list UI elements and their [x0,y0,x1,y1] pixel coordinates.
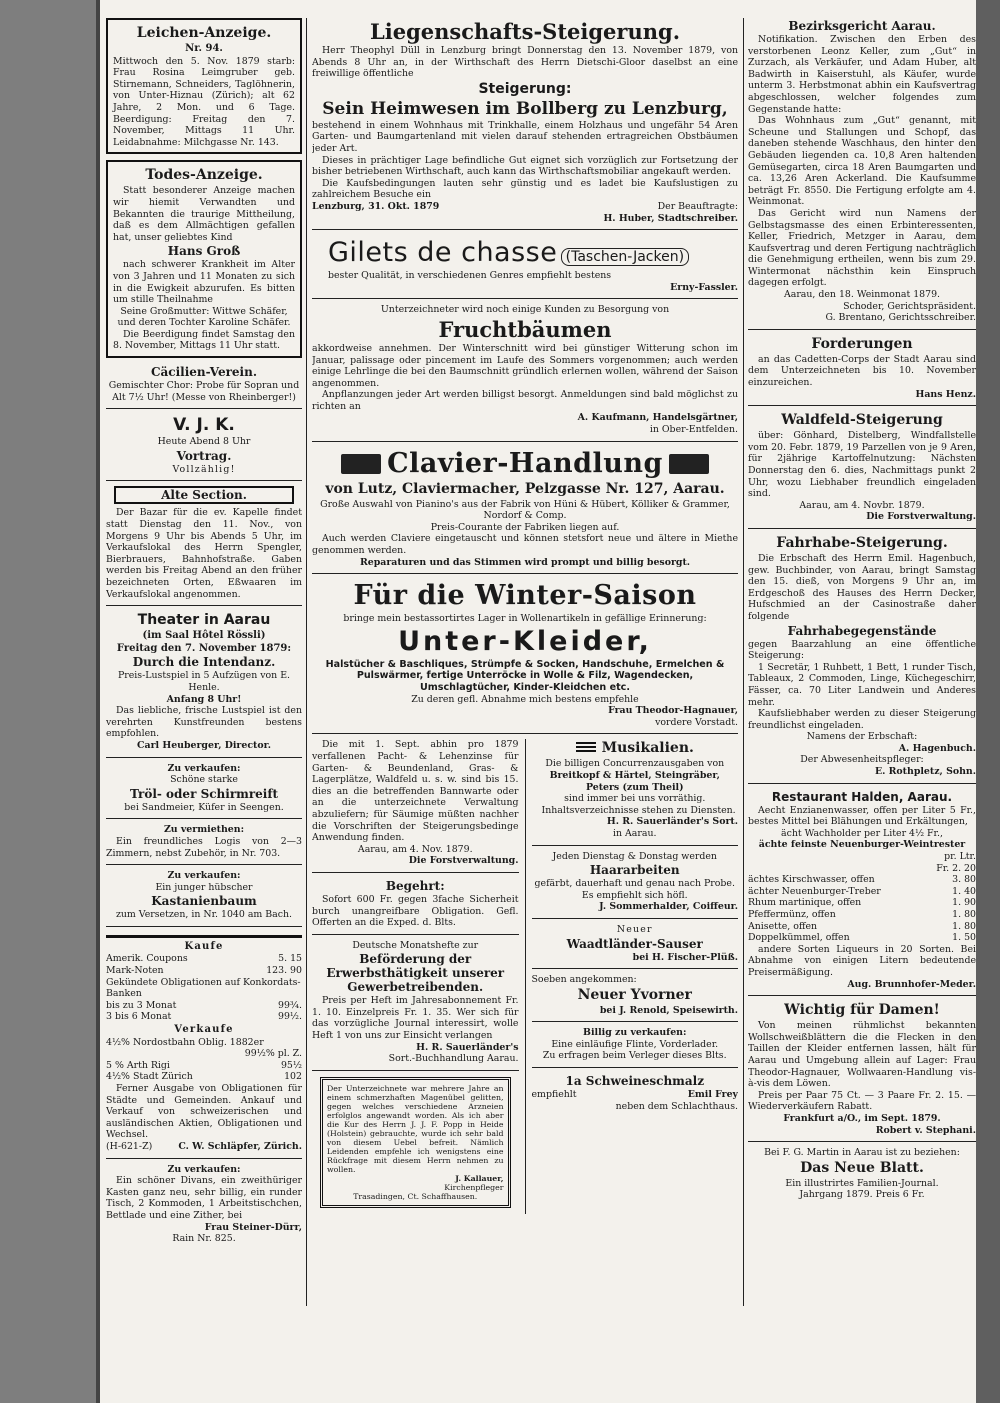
clavier-body: Große Auswahl von Pianino's aus der Fabrik von Hüni & Hübert, Kölliker & Grammer, Nordorf & Comp. [320,498,730,522]
divan-body: Ein schöner Divans, ein zweithüriger Kasten ganz neu, sehr billig, ein runder Tisch, 2 Kommoden, 1 Arbeitstischchen, Bettlade und eine Zither, bei [106,1175,302,1221]
table-row [106,953,302,965]
forder-body: an das Cadetten-Corps der Stadt Aarau sind dem Unterzeichneten bis 10. November einzureichen. [748,353,976,389]
todes-anzeige [106,160,302,358]
bezirk-body: Das Gericht wird nun Namens der Gelbstagsmasse des einen Erbinteressenten, Keller, Friedrich, Metzger in Aarau, dem Kaufsvertrag und deren Fertigung nachträglich die Genehmigung ertheilen, wenn bis zum 29. Wintermonat nächsthin kein Einspruch dagegen erfolgt. [748,207,976,289]
row-label: Rhum martinique, offen [748,897,862,909]
middle-subcolumns [312,739,738,1213]
row-value: 95½ [280,1059,302,1071]
blatt-intro: Bei F. G. Martin in Aarau ist zu beziehen: [764,1147,960,1159]
damen-body: Preis per Paar 75 Ct. — 3 Paare Fr. 2. 15. — Wiederverkäufern Rabatt. [748,1089,976,1113]
fruchtbaeume-ad [312,304,738,441]
todes-body: nach schwerer Krankheit im Alter von 3 Jahren und 11 Monaten zu sich in die Ewigkeit abzurufen. Es bitten um stille Theilnahme [113,259,295,306]
gilets-sig: Erny-Fassler. [670,281,738,293]
row-label: Mark-Noten [106,965,164,977]
vjk-vollzaehlig: Vollzählig! [172,463,236,475]
liegen-place: Lenzburg, 31. Okt. 1879 [312,200,440,212]
haar-intro: Jeden Dienstag & Donstag werden [552,850,717,862]
gilets-body: bester Qualität, in verschiedenen Genres empfiehlt bestens [328,270,612,282]
column-middle [312,18,738,1214]
vjk-title: V. J. K. [173,415,235,436]
row-label: Doppelkümmel, offen [748,932,850,944]
row-value: 1. 90 [952,897,976,909]
fahrhabe-body: gegen Baarzahlung an eine öffentliche Steigerung: [748,638,976,662]
table-row [748,932,976,944]
sauser-title: Waadtländer-Sauser [566,936,703,951]
leichen-anzeige [106,18,302,154]
troel-title: Tröl- oder Schirmreift [129,786,279,801]
halden-body: ächt Wachholder per Liter 4½ Fr., [781,827,943,839]
row-label: Amerik. Coupons [106,953,188,965]
fahrhabe-body: Die Erbschaft des Herrn Emil. Hagenbuch, gew. Buchbinder, von Aarau, bringt Samstag den 15. dieß, von Morgens 9 Uhr an, im Erdgeschoß des Hauses des Herrn Decker, Hufschmied an der Casinostraße daher folgende [748,552,976,622]
row-value: 99½. [278,1011,302,1023]
liegen-body: Dieses in prächtiger Lage befindliche Gut eignet sich vorzüglich zur Fortsetzung der bisher betriebenen Wirthschaft, auch kann das Wirthschaftsmobiliar angekauft werden. [312,154,738,178]
alte-section [106,486,302,606]
sauser-kicker: Neuer [616,923,653,935]
liegen-title: Liegenschafts-Steigerung. [369,19,681,44]
halden-price-table [748,863,976,944]
gilets-paren: (Taschen-Jacken) [561,248,689,266]
row-value: 1. 50 [952,932,976,944]
musikalien-ad [532,739,739,845]
musik-sig: H. R. Sauerländer's Sort. [606,816,738,828]
damen-title: Wichtig für Damen! [784,1002,940,1019]
scan-edge-left [0,0,96,1403]
row-label: Anisette, offen [748,920,818,932]
halden-title: Restaurant Halden, Aarau. [771,789,953,804]
monatshefte-ad [312,940,519,1071]
kurse-body: Ferner Ausgabe von Obligationen für Städte und Gemeinden. Ankauf und Verkauf von schweizerischen und ausländischen Aktien, Obligationen und Wechsel. [106,1083,302,1141]
kastanien-body: zum Versetzen, in Nr. 1040 am Bach. [115,909,293,921]
bezirksgericht-ad [748,18,976,330]
musik-addr: in Aarau. [613,827,657,839]
table-row [106,1000,302,1012]
frucht-addr: in Ober-Entfelden. [649,424,738,436]
musik-body: sind immer bei uns vorräthig. [564,793,706,805]
bezirk-place: Aarau, den 18. Weinmonat 1879. [783,289,941,301]
halden-sig: Aug. Brunnhofer-Meder. [847,978,976,990]
waldfeld-title: Waldfeld-Steigerung [781,412,943,429]
liegen-steigerung: Steigerung: [478,80,572,97]
troel-pre: Schöne starke [170,774,238,786]
haar-sig: J. Sommerhalder, Coiffeur. [599,901,738,913]
table-row [106,977,302,1000]
musik-title: Musikalien. [601,740,694,757]
frucht-body: akkordweise annehmen. Der Winterschnitt wird bei günstiger Witterung schon im Januar, palissage oder pincement im Laufe des Sommers vorgenommen; auch werden einige Lehrlinge die bei den Baumschnitt gründlich erlernen wollen, während der Saison angenommen. [312,342,738,389]
row-value: 99¾. [278,999,302,1011]
bezirk-sig: Schoder, Gerichtspräsident. [843,300,976,312]
kaufe-title: Kaufe [184,940,224,952]
table-row [748,863,976,875]
row-label: ächter Neuenburger-Treber [748,885,881,897]
verkaufe-title: Verkaufe [174,1024,234,1036]
blatt-body: Jahrgang 1879. Preis 6 Fr. [799,1189,925,1201]
caecilien-verein [106,364,302,409]
fahrhabe-sig: A. Hagenbuch. [898,742,976,754]
pacht-place: Aarau, am 4. Nov. 1879. [357,843,473,855]
fahrhabe-sig-label: Namens der Erbschaft: [806,731,918,743]
halden-unit: pr. Ltr. [944,851,976,863]
winter-closing: Zu deren gefl. Abnahme mich bestens empfehle [411,693,639,705]
winter-saison-ad [312,579,738,734]
scan-edge-fold [96,0,100,1403]
forderungen-ad [748,335,976,406]
testimonial-box [320,1077,511,1208]
haar-title: Haararbeiten [589,863,680,878]
row-label: Pfeffermünz, offen [748,909,836,920]
yvorner-sig: bei J. Renold, Speisewirth. [599,1004,738,1016]
winter-big: Unter-Kleider, [398,625,652,657]
halden-body: ächte feinste Neuenburger-Weintrester [758,839,966,851]
rule-bar [106,935,302,938]
testimonial-sig: J. Kallauer, [455,1173,504,1183]
table-row [106,1071,302,1083]
leichen-body: Mittwoch den 5. Nov. 1879 starb: Frau Rosina Leimgruber geb. Stirnemann, Schneiders, Taglöhnerin, von Unter-Hiznau (Zürich); alt 62 Jahre, 2 Mon. und 6 Tage. Beerdigung: Freitag den 7. November, Mittags 11 Uhr. Leidabnahme: Milchgasse Nr. 143. [113,55,295,148]
forder-title: Forderungen [811,335,913,352]
liegen-agent-label: Der Beauftragte: [657,200,738,212]
halden-ad [748,789,976,997]
schweine-title: Schweineschmalz [585,1074,705,1089]
liegen-body: Die Kaufsbedingungen lauten sehr günstig und es ladet bie Kaufslustigen zu zahlreichem Besuche ein [312,177,738,201]
monats-body: Preis per Heft im Jahresabonnement Fr. 1. 10. Einzelpreis Fr. 1. 35. Wer sich für das vorzügliche Journal interessirt, wolle Heft 1 von uns zur Einsicht verlangen [312,995,519,1042]
table-row [106,1048,302,1060]
monats-addr: Sort.-Buchhandlung Aarau. [388,1053,519,1065]
leichen-nr: Nr. 94. [185,43,223,54]
theater-sig: Carl Heuberger, Director. [137,739,271,751]
column-rule [306,18,307,1306]
clavier-sub: von Lutz, Claviermacher, Pelzgasse Nr. 127, Aarau. [325,480,725,497]
neue-blatt-ad [748,1147,976,1206]
troel-body: bei Sandmeier, Küfer in Seengen. [124,801,284,813]
caecilien-body: Gemischter Chor: Probe für Sopran und Alt 7½ Uhr! (Messe von Rheinberger!) [108,380,300,403]
column-rule [743,18,744,1306]
theater-ad [106,611,302,757]
theater-desc: Preis-Lustspiel in 5 Aufzügen von E. Henle. [117,670,291,693]
fahrhabe-body: Kaufsliebhaber werden zu dieser Steigerung freundlichst eingeladen. [748,708,976,731]
vermiethen-body: Ein freundliches Logis von 2—3 Zimmern, nebst Zubehör, in Nr. 703. [106,835,302,859]
decorative-bar-icon [576,742,596,754]
sauser-sig: bei H. Fischer-Plüß. [632,951,738,963]
fahrhabe-sig: E. Rothpletz, Sohn. [874,766,976,778]
table-row [106,1037,302,1049]
table-row [748,897,976,909]
pacht-body: Die mit 1. Sept. abhin pro 1879 verfallenen Pacht- & Lehenzinse für Garten- & Beundenland, Gras- & Lagerplätze, Waldfeld u. s. w. sind bis 15. dies an die betreffenden Bannwarte oder an die unterzeichnete Verwaltung abzuliefern; für Säumige müßten nachher die Vorschriften der Steigerungsbedinge Anwendung finden. [312,739,519,844]
flinte-ad [532,1027,739,1068]
row-value: 102 [284,1071,302,1083]
vjk-time: Heute Abend 8 Uhr [157,436,251,448]
verkaufe-table [106,1037,302,1083]
divan-addr: Rain Nr. 825. [172,1233,236,1245]
winter-intro: bringe mein bestassortirtes Lager in Wollenartikeln in gefällige Erinnerung: [343,613,707,625]
row-value: 5. 15 [278,953,302,965]
winter-title: Für die Winter-Saison [353,580,697,612]
row-label: Gekündete Obligationen auf Konkordats-Banken [106,976,301,1000]
table-row [748,909,976,921]
divan-sig: Frau Steiner-Dürr, [204,1221,302,1233]
winter-addr: vordere Vorstadt. [655,716,738,728]
blatt-title: Das Neue Blatt. [800,1159,924,1176]
table-row [106,1060,302,1072]
haar-body: gefärbt, dauerhaft und genau nach Probe. Es empfiehlt sich höfl. [534,878,735,901]
todes-funeral: Die Beerdigung findet Samstag den 8. November, Mittags 11 Uhr statt. [113,328,295,352]
row-label: ächtes Kirschwasser, offen [748,874,875,886]
clavier-body: Auch werden Claviere eingetauscht und können stetsfort neue und ältere in Miethe genommen werden. [312,533,738,557]
row-value: 123. 90 [266,965,302,977]
flinte-kicker: Billig zu verkaufen: [583,1027,687,1039]
table-row [106,965,302,977]
alte-title: Alte Section. [114,486,294,504]
halden-body: Aecht Enzianenwasser, offen per Liter 5 Fr., bestes Mittel bei Blähungen und Erkältungen, [748,804,976,828]
divan-kicker: Zu verkaufen: [167,1163,241,1175]
begehrt-ad [312,878,519,935]
testimonial-body: Der Unterzeichnete war mehrere Jahre an einem schmerzhaften Magenübel gelitten, gegen welches verschiedene Arzneien erfolglos angewandt worden. Als ich aber die Kur des Herrn J. J. F. Popp in Heide (Holstein) gebrauchte, wurde ich sehr bald von diesem Uebel befreit. Nämlich Leidenden empfehle ich wenigstens eine Rückfrage mit diesem Herrn nehmen zu wollen. [327,1083,504,1174]
row-label: 5 % Arth Rigi [106,1059,170,1071]
fahrhabe-items: 1 Secretär, 1 Ruhbett, 1 Bett, 1 runder Tisch, Tableaux, 2 Commoden, Linge, Küchegeschirr, Fässer, ca. 70 Liter Landwein und Anderes mehr. [748,661,976,708]
vjk-vortrag: Vortrag. [176,448,232,463]
monats-title: Beförderung der Erwerbsthätigkeit unserer Gewerbetreibenden. [326,952,505,995]
schweineschmalz-ad [532,1073,739,1117]
frucht-body: Anpflanzungen jeder Art werden billigst besorgt. Anmeldungen sind bald möglichst zu richten an [312,389,738,412]
table-row [106,1011,302,1023]
caecilien-title: Cäcilien-Verein. [150,365,258,380]
row-value: 1. 80 [952,909,976,920]
todes-title: Todes-Anzeige. [145,167,263,184]
row-value: Fr. 2. 20 [936,862,976,874]
table-row [748,921,976,933]
fahrhabe-sub: Fahrhabegegenstände [787,623,937,638]
clavier-body: Reparaturen und das Stimmen wird prompt und billig besorgt. [359,556,691,568]
yvorner-title: Neuer Yvorner [577,986,692,1003]
kastanien-kicker: Zu verkaufen: [167,870,241,882]
bezirk-body: Notifikation. Zwischen den Erben des verstorbenen Leonz Keller, zum „Gut“ in Zurzach, als Verkäufer, und Adam Huber, alt Badwirth in Kaiserstuhl, als Käufer, wurde unterm 3. Herbstmonat abhin ein Kaufsvertrag abgeschlossen, welcher folgendes zum Gegenstande hatte: [748,34,976,115]
vermiethen-kicker: Zu vermiethen: [163,824,245,836]
troel-kicker: Zu verkaufen: [167,762,241,774]
vermiethen-ad [106,824,302,865]
leichen-title: Leichen-Anzeige. [136,25,272,41]
damen-sig: Robert v. Stephani. [875,1124,976,1136]
row-label: bis zu 3 Monat [106,999,177,1011]
theater-play: Durch die Intendanz. [132,655,276,670]
winter-sig: Frau Theodor-Hagnauer, [608,705,738,717]
begehrt-body: Sofort 600 Fr. gegen 3fache Sicherheit burch unangreifbare Obligation. Gefl. Offerten an die Exped. d. Blts. [312,893,519,929]
musik-body: Inhaltsverzeichnisse stehen zu Diensten. [541,804,736,816]
schweine-sig: Emil Frey [687,1089,738,1101]
theater-venue: (im Saal Hôtel Rössli) [142,630,266,642]
waldfeld-place: Aarau, am 4. Novbr. 1879. [799,499,925,511]
waldfeld-body: über: Gönhard, Distelberg, Windfallstelle vom 20. Febr. 1879, 19 Parzellen von je 9 Aren, für 2jährige Kartoffelnutzung: Nächsten Donnerstag den 6. dies, Nachmittags punkt 2 Uhr, wozu Liebhaber freundlich eingeladen sind. [748,430,976,500]
winter-items: Halstücher & Baschliques, Strümpfe & Socken, Handschuhe, Ermelchen & Pulswärmer, fertige Unterröcke in Wolle & Filz, Wagendecken, Umschlagtücher, Kinder-Kleidchen etc. [325,658,725,693]
middle-subcolumn-right [532,739,739,1213]
kaufe-table [106,953,302,1023]
fahrhabe-sig-label: Der Abwesenheitspfleger: [800,754,924,766]
kastanien-title: Kastanienbaum [151,894,257,909]
damen-place: Frankfurt a/O., im Sept. 1879. [783,1112,941,1124]
row-value: 99½% pl. Z. [244,1048,302,1060]
row-value: 1. 80 [952,920,976,932]
bezirk-body: Das Wohnhaus zum „Gut“ genannt, mit Scheune und Stallungen und Schopf, das daneben stehende Waschhaus, den hinter den Gebäuden liegenden ca. 10,8 Aren haltenden Gemüsegarten, circa 18 Aren Baumgarten und ca. 13,26 Aren Ackerland. Die Kaufsumme beträgt Fr. 8550. Die Fertigung erfolgte am 4. Weinmonat. [748,115,976,208]
schweine-pre: 1a [565,1074,582,1089]
row-value: 3. 80 [952,874,976,886]
frucht-intro: Unterzeichneter wird noch einige Kunden zu Besorgung von [380,304,670,316]
yvorner-intro: Soeben angekommen: [531,974,637,986]
kurse-ad [106,932,302,1159]
table-row [748,874,976,886]
row-label: 4½% Nordostbahn Oblig. 1882er [106,1036,264,1048]
blatt-body: Ein illustrirtes Familien-Journal. [785,1177,939,1189]
damen-body: Von meinen rühmlichst bekannten Wollschweißblättern die die Flecken in den Taillen der Kleider entfernen lassen, hält für Aarau und Umgebung allein auf Lager: Frau Theodor-Hagnauer, Wollwaaren-Handlung vis-à-vis dem Löwen. [748,1020,976,1090]
liegenschafts-steigerung [312,18,738,230]
kastanien-pre: Ein junger hübscher [155,881,253,893]
scan-edge-right [976,0,1000,1403]
bezirk-sig: G. Brentano, Gerichtsschreiber. [825,312,976,324]
todes-name: Hans Groß [167,244,241,259]
liegen-body: bestehend in einem Wohnhaus mit Trinkhalle, einem Holzhaus und ungefähr 54 Aren Garten- und Baumgartenland mit vielen darauf stehenden ertragreichen Obstbäumen jeder Art. [312,119,738,154]
kurse-sig: C. W. Schläpfer, Zürich. [178,1140,302,1152]
haararbeiten-ad [532,851,739,919]
frucht-sig: A. Kaufmann, Handelsgärtner, [577,412,738,424]
kastanien-ad [106,870,302,927]
flinte-body: Zu erfragen beim Verleger dieses Blts. [542,1050,727,1062]
clavier-body: Preis-Courante der Fabriken liegen auf. [430,521,620,533]
liegen-object: Sein Heimwesen im Bollberg zu Lenzburg, [322,98,728,119]
piano-icon [669,454,709,474]
flinte-body: Eine einläufige Flinte, Vorderlader. [551,1038,719,1050]
halden-body: andere Sorten Liqueurs in 20 Sorten. Bei Abnahme von einigen Litern bedeutende Preisermäßigung. [748,943,976,978]
troel-ad [106,763,302,820]
monats-intro: Deutsche Monatshefte zur [352,939,479,951]
waldfeld-sig: Die Forstverwaltung. [866,511,976,523]
column-right [748,18,976,1211]
todes-body: Statt besonderer Anzeige machen wir hiemit Verwandten und Bekannten die traurige Mittheilung, daß es dem Allmächtigen gefallen hat, unser geliebtes Kind [113,185,295,243]
liegen-agent: H. Huber, Stadtschreiber. [603,212,738,224]
musik-intro: Die billigen Concurrenzausgaben von [545,758,725,770]
row-label: 3 bis 6 Monat [106,1011,172,1023]
schweine-addr: neben dem Schlachthaus. [615,1100,738,1112]
pacht-sig: Die Forstverwaltung. [408,855,519,867]
row-value: 1. 40 [952,885,976,897]
monats-sig: H. R. Sauerländer's [416,1041,519,1053]
piano-icon [341,454,381,474]
clavier-ad [312,447,738,575]
bezirk-title: Bezirksgericht Aarau. [788,19,936,33]
theater-body: Das liebliche, frische Lustspiel ist den verehrten Kunstfreunden bestens empfohlen. [106,705,302,740]
row-label: 4½% Stadt Zürich [106,1071,193,1083]
waldfeld-ad [748,411,976,529]
yvorner-ad [532,974,739,1022]
middle-subcolumn-left [312,739,526,1213]
divan-ad [106,1164,302,1250]
table-row [748,886,976,898]
testimonial-role: Kirchenpfleger [444,1182,504,1192]
schweine-left: empfiehlt [531,1089,577,1101]
clavier-title: Clavier-Handlung [387,447,663,479]
forder-sig: Hans Henz. [915,388,976,400]
frucht-title: Fruchtbäumen [438,316,612,342]
theater-title: Theater in Aarau [137,612,271,629]
gilets-ad [312,235,738,299]
alte-body: Der Bazar für die ev. Kapelle findet statt Dienstag den 11. Nov., von Morgens 9 Uhr bis Abends 5 Uhr, im Verkaufslokal des Herrn Spengler, Bierbrauers, Bahnhofstraße. Gaben werden bis Freitag Abend an den früher bezeichneten Orten, Eßwaaren im Verkaufslokal angenommen. [106,507,302,600]
liegen-intro: Herr Theophyl Düll in Lenzburg bringt Donnerstag den 13. November 1879, von Abends 8 Uhr an, in der Wirthschaft des Herrn Dietschi-Gloor daselbst an eine freiwillige öffentliche [312,45,738,80]
testimonial-addr: Trasadingen, Ct. Schaffhausen. [353,1191,478,1201]
column-left [106,18,302,1255]
fahrhabe-ad [748,534,976,784]
kurse-code: (H-621-Z) [106,1140,153,1152]
gilets-title: Gilets de chasse [328,237,558,269]
pacht-ad [312,739,519,873]
todes-family: Seine Großmutter: Wittwe Schäfer, und deren Tochter Karoline Schäfer. [117,305,291,329]
theater-date: Freitag den 7. November 1879: [116,642,292,654]
musik-list: Breitkopf & Härtel, Steingräber, Peters (zum Theil) [549,769,720,793]
vjk-notice [106,414,302,481]
sauser-ad [532,924,739,969]
damen-ad [748,1001,976,1142]
theater-start: Anfang 8 Uhr! [166,693,242,705]
fahrhabe-title: Fahrhabe-Steigerung. [776,534,948,551]
begehrt-title: Begehrt: [385,878,445,893]
